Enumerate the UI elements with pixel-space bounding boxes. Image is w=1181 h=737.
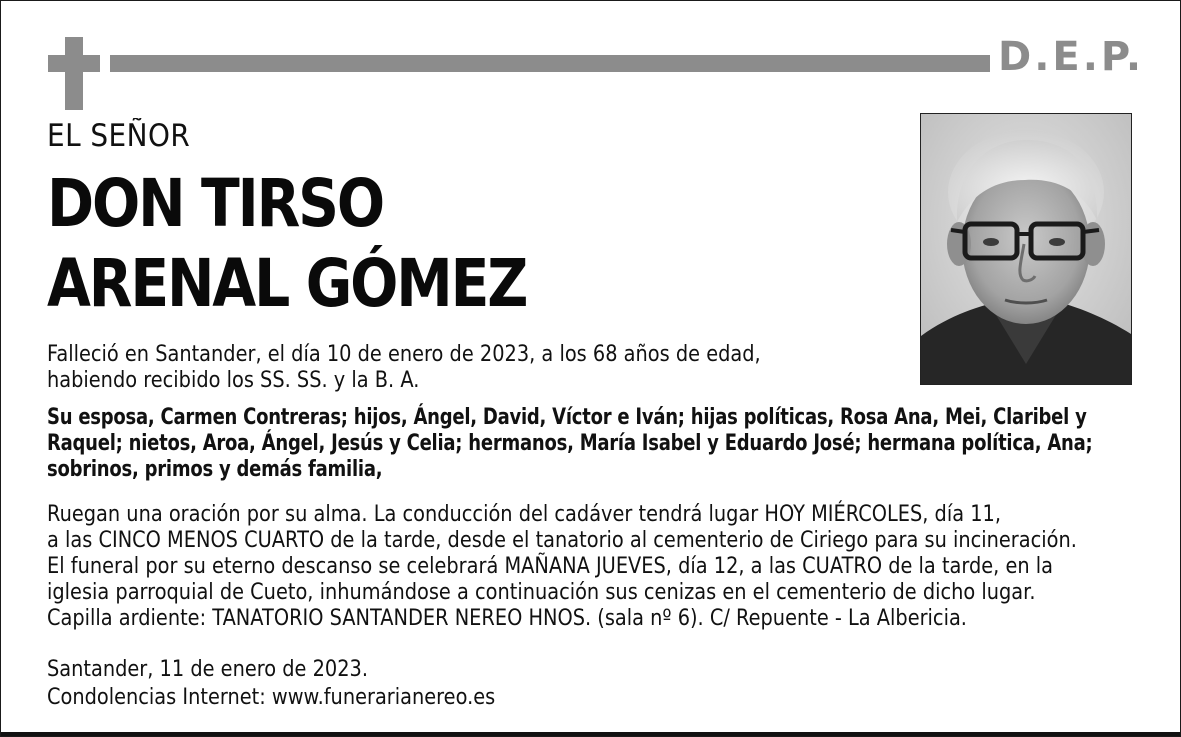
death-notice <box>47 341 761 393</box>
death-notice-line: habiendo recibido los SS. SS. y la B. A. <box>47 367 420 393</box>
deceased-name-line-2: ARENAL GÓMEZ <box>47 245 527 322</box>
cross-icon <box>48 37 100 110</box>
ceremony-details <box>47 501 1077 631</box>
family-line: Raquel; nietos, Aroa, Ángel, Jesús y Celia; hermanos, María Isabel y Eduardo José; hermana política, Ana; <box>47 430 1093 456</box>
ceremony-line: a las CINCO MENOS CUARTO de la tarde, desde el tanatorio al cementerio de Ciriego para su incineración. <box>47 527 1077 553</box>
place-date: Santander, 11 de enero de 2023. <box>47 656 368 682</box>
deceased-name-line-1: DON TIRSO <box>47 165 383 242</box>
ceremony-line: Ruegan una oración por su alma. La conducción del cadáver tendrá lugar HOY MIÉRCOLES, día 11, <box>47 501 1001 527</box>
ceremony-line: Capilla ardiente: TANATORIO SANTANDER NEREO HNOS. (sala nº 6). C/ Repuente - La Albericia. <box>47 605 967 631</box>
condolences-line: Condolencias Internet: www.funerarianereo.es <box>47 684 496 710</box>
bottom-border <box>1 732 1180 736</box>
closing <box>47 655 495 711</box>
death-notice-line: Falleció en Santander, el día 10 de enero de 2023, a los 68 años de edad, <box>47 341 761 367</box>
portrait-photo <box>920 113 1132 385</box>
ceremony-line: El funeral por su eterno descanso se celebrará MAÑANA JUEVES, día 12, a las CUATRO de la tarde, en la <box>47 553 1054 579</box>
ceremony-line: iglesia parroquial de Cueto, inhumándose a continuación sus cenizas en el cementerio de dicho lugar. <box>47 579 1036 605</box>
dep-label: D.E.P. <box>998 34 1145 80</box>
family-line: Su esposa, Carmen Contreras; hijos, Ángel, David, Víctor e Iván; hijas políticas, Rosa Ana, Mei, Claribel y <box>47 404 1087 430</box>
family-line: sobrinos, primos y demás familia, <box>47 456 383 482</box>
header-divider <box>110 55 990 72</box>
family-list <box>47 404 1092 482</box>
honorific: EL SEÑOR <box>47 118 191 154</box>
